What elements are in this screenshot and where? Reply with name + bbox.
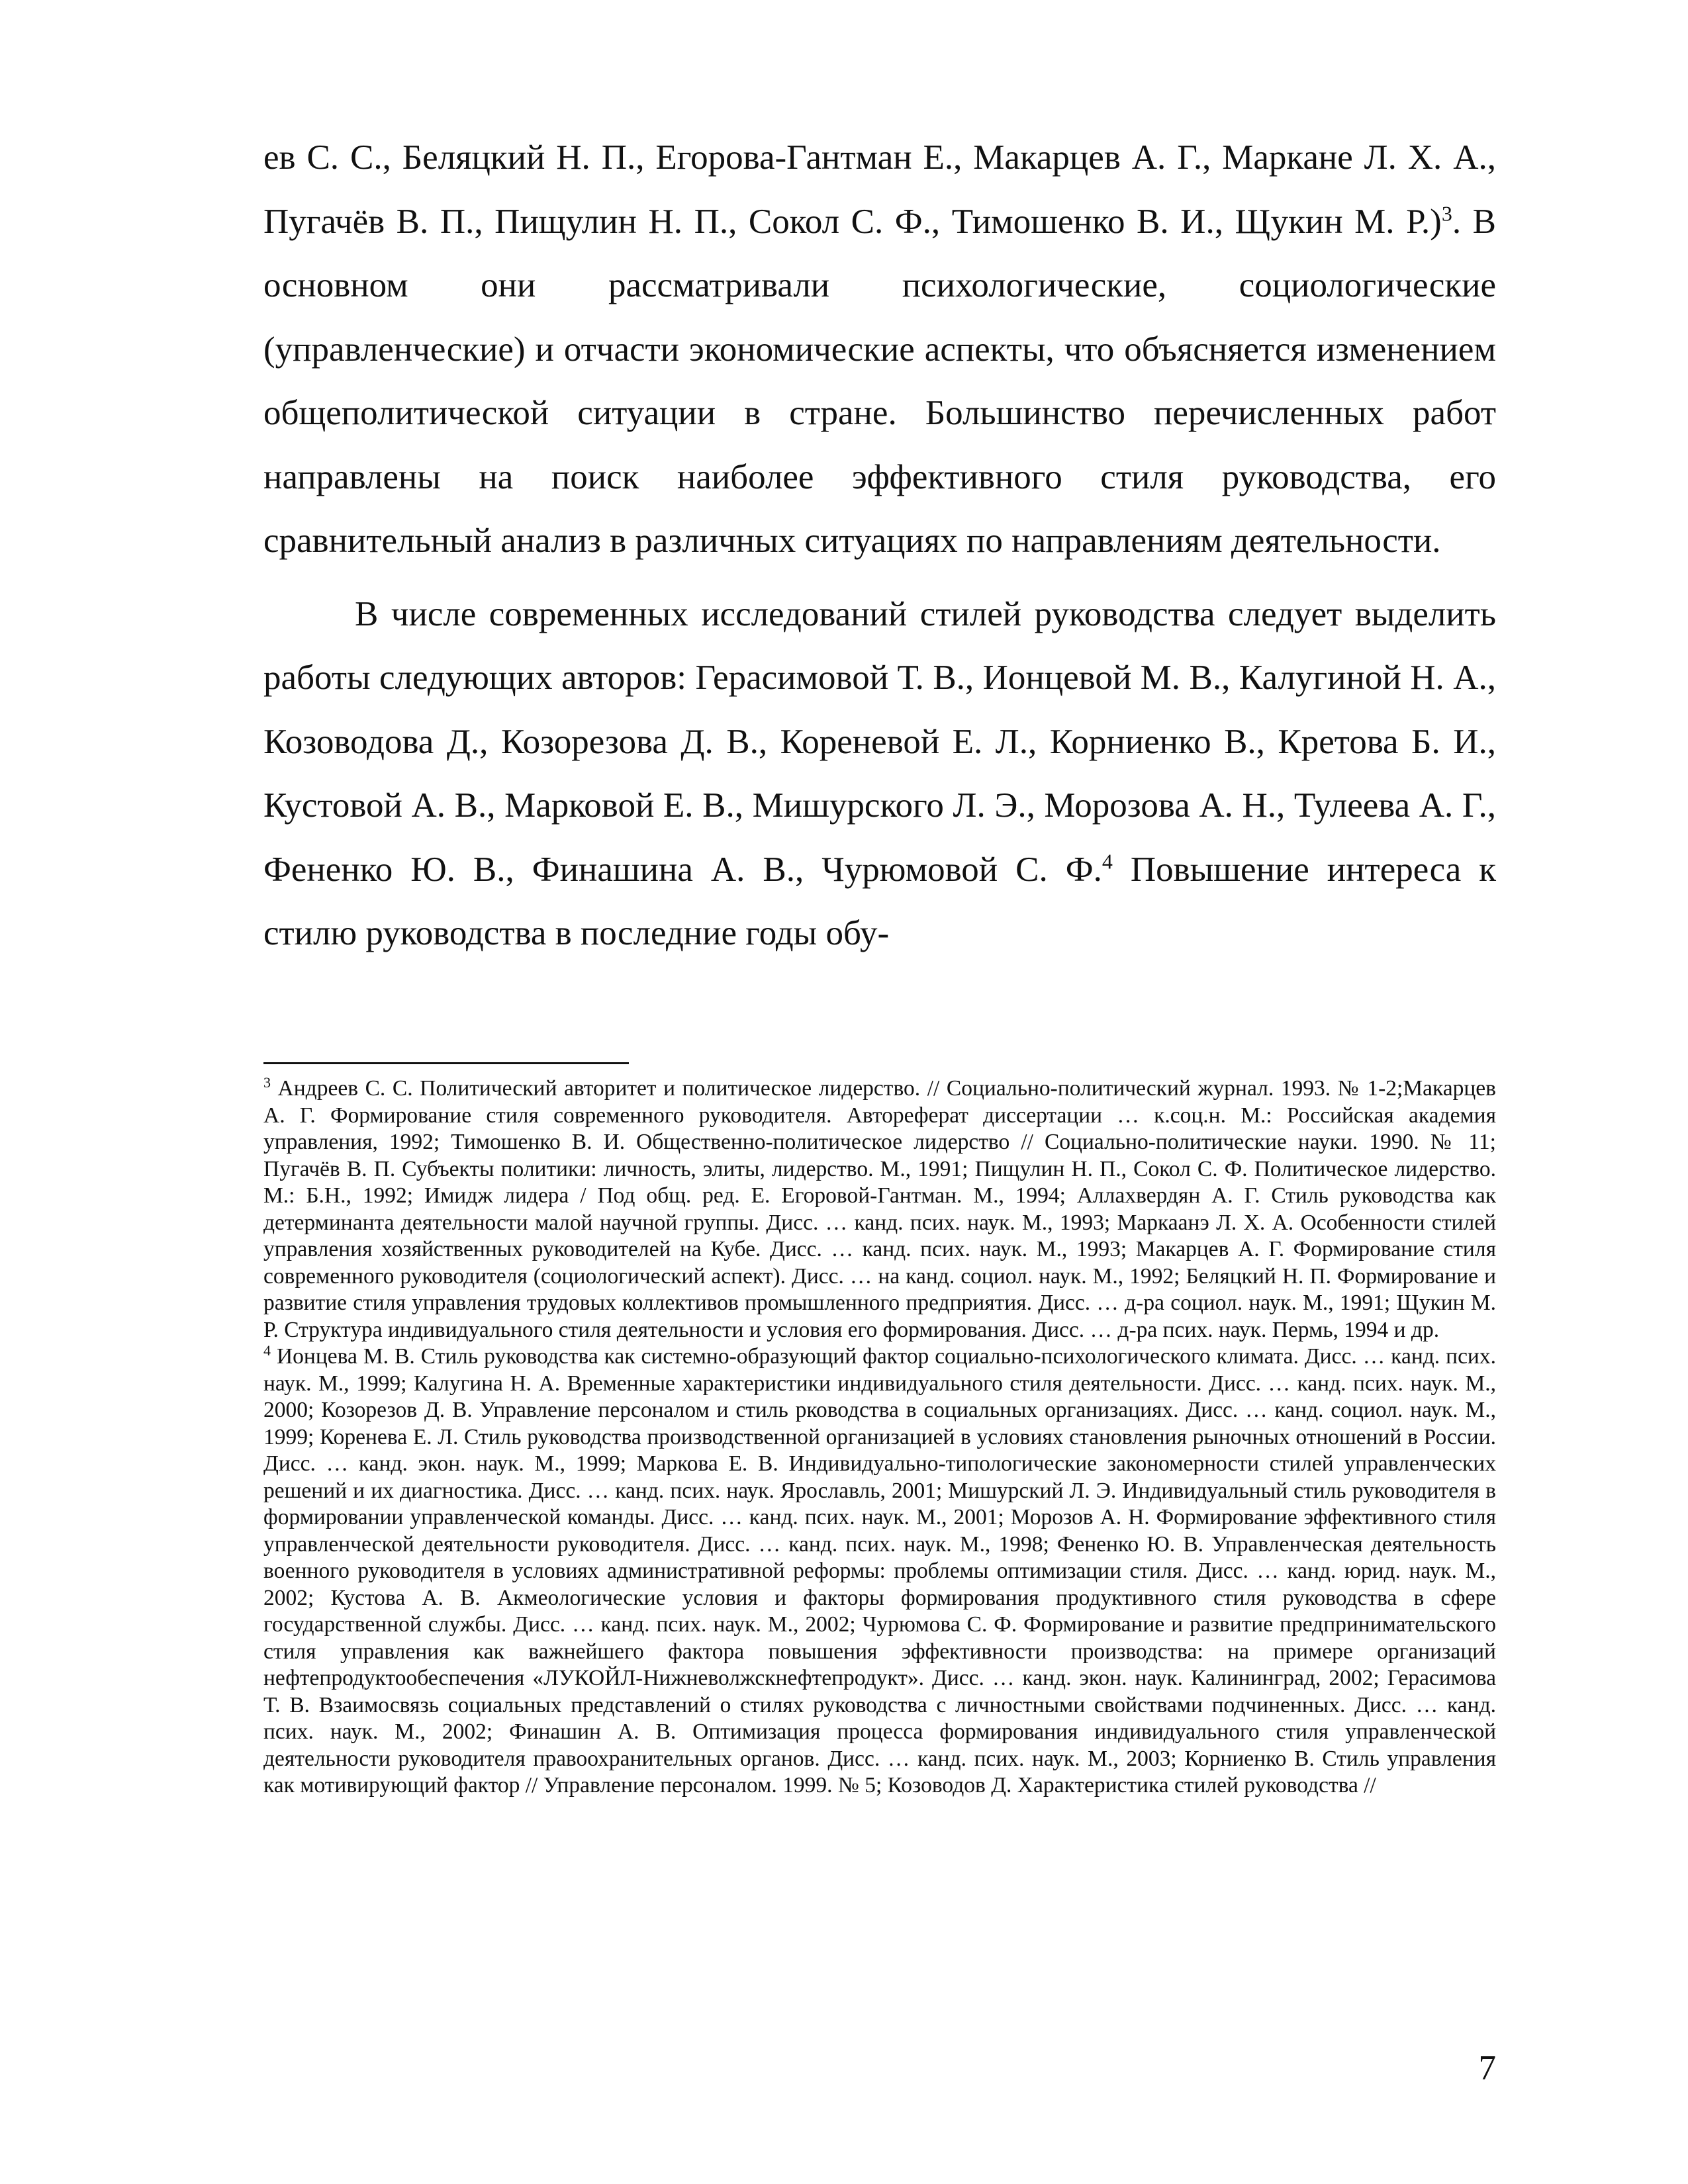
- footnote-number: 4: [263, 1342, 271, 1359]
- paragraph-1-text-end: . В основном они рассматривали психологические, социологические (управленческие) и отчасти экономические аспекты, что объясняется изменением общеполитической ситуации в стране. Большинство перечисленных работ направлены на поиск наиболее эффективного стиля руководства, его сравнительный анализ в различных ситуациях по направлениям деятельности.: [263, 202, 1496, 560]
- footnote-4: [263, 1343, 1496, 1799]
- footnote-3: [263, 1075, 1496, 1343]
- footnote-separator: [263, 1062, 629, 1064]
- footnote-ref-4[interactable]: 4: [1102, 848, 1113, 873]
- page-number: 7: [1478, 2049, 1496, 2087]
- footnote-text: Ионцева М. В. Стиль руководства как системно-образующий фактор социально-психологического климата. Дисс. … канд. псих. наук. М., 1999; Калугина Н. А. Временные характеристики индивидуального стиля деятельности. Дисс. … канд. псих. наук. М., 2000; Козорезов Д. В. Управление персоналом и стиль рководства в социальных организациях. Дисс. … канд. социол. наук. М., 1999; Коренева Е. Л. Стиль руководства производственной организацией в условиях становления рыночных отношений в России. Дисс. … канд. экон. наук. М., 1999; Маркова Е. В. Индивидуально-типологические закономерности стилей управленческих решений и их диагностика. Дисс. … канд. псих. наук. Ярославль, 2001; Мишурский Л. Э. Индивидуальный стиль руководителя в формировании управленческой команды. Дисс. … канд. псих. наук. М., 2001; Морозов А. Н. Формирование эффективного стиля управленческой деятельности руководителя. Дисс. … канд. псих. наук. М., 1998; Фененко Ю. В. Управленческая деятельность военного руководителя в условиях административной реформы: проблемы оптимизации стиля. Дисс. … канд. юрид. наук. М., 2002; Кустова А. В. Акмеологические условия и факторы формирования продуктивного стиля руководства в сфере государственной службы. Дисс. … канд. псих. наук. М., 2002; Чурюмова С. Ф. Формирование и развитие предпринимательского стиля управления как важнейшего фактора повышения эффективности производства: на примере организаций нефтепродуктообеспечения «ЛУКОЙЛ-Нижневолжскнефтепродукт». Дисс. … канд. экон. наук. Калининград, 2002; Герасимова Т. В. Взаимосвязь социальных представлений о стилях руководства с личностными свойствами подчиненных. Дисс. … канд. псих. наук. М., 2002; Финашин А. В. Оптимизация процесса формирования индивидуального стиля управленческой деятельности руководителя правоохранительных органов. Дисс. … канд. псих. наук. М., 2003; Корниенко В. Стиль управления как мотивирующий фактор // Управление персоналом. 1999. № 5; Козоводов Д. Характеристика стилей руководства //: [263, 1344, 1496, 1797]
- footnote-text: Андреев С. С. Политический авторитет и политическое лидерство. // Социально-политический журнал. 1993. № 1-2;Макарцев А. Г. Формирование стиля современного руководителя. Автореферат диссертации … к.соц.н. М.: Российская академия управления, 1992; Тимошенко В. И. Общественно-политическое лидерство // Социально-политические науки. 1990. № 11; Пугачёв В. П. Субъекты политики: личность, элиты, лидерство. М., 1991; Пищулин Н. П., Сокол С. Ф. Политическое лидерство. М.: Б.Н., 1992; Имидж лидера / Под общ. ред. Е. Егоровой-Гантман. М., 1994; Аллахвердян А. Г. Стиль руководства как детерминанта деятельности малой научной группы. Дисс. … канд. псих. наук. М., 1993; Маркаанэ Л. Х. А. Особенности стилей управления хозяйственных руководителей на Кубе. Дисс. … канд. псих. наук. М., 1993; Макарцев А. Г. Формирование стиля современного руководителя (социологический аспект). Дисс. … на канд. социол. наук. М., 1992; Беляцкий Н. П. Формирование и развитие стиля управления трудовых коллективов промышленного предприятия. Дисс. … д-ра социол. наук. М., 1991; Щукин М. Р. Структура индивидуального стиля деятельности и условия его формирования. Дисс. … д-ра псих. наук. Пермь, 1994 и др.: [263, 1076, 1496, 1342]
- paragraph-2-text-end: Повышение интереса к стилю руководства в последние годы обу-: [263, 850, 1496, 952]
- main-text: [263, 126, 1496, 966]
- paragraph-2-text-start: В числе современных исследований стилей руководства следует выделить работы следующих авторов: Герасимовой Т. В., Ионцевой М. В., Калугиной Н. А., Козоводова Д., Козорезова Д. В., Кореневой Е. Л., Корниенко В., Кретова Б. И., Кустовой А. В., Марковой Е. В., Мишурского Л. Э., Морозова А. Н., Тулеева А. Г., Фененко Ю. В., Финашина А. В., Чурюмовой С. Ф.: [263, 594, 1496, 889]
- footnote-number: 3: [263, 1073, 271, 1091]
- footnotes: [263, 1075, 1496, 1799]
- footnote-ref-3[interactable]: 3: [1441, 201, 1452, 225]
- paragraph-1: [263, 126, 1496, 573]
- paragraph-2: [263, 582, 1496, 966]
- paragraph-1-text-start: ев С. С., Беляцкий Н. П., Егорова-Гантман Е., Макарцев А. Г., Маркане Л. Х. А., Пугачёв В. П., Пищулин Н. П., Сокол С. Ф., Тимошенко В. И., Щукин М. Р.): [263, 138, 1496, 241]
